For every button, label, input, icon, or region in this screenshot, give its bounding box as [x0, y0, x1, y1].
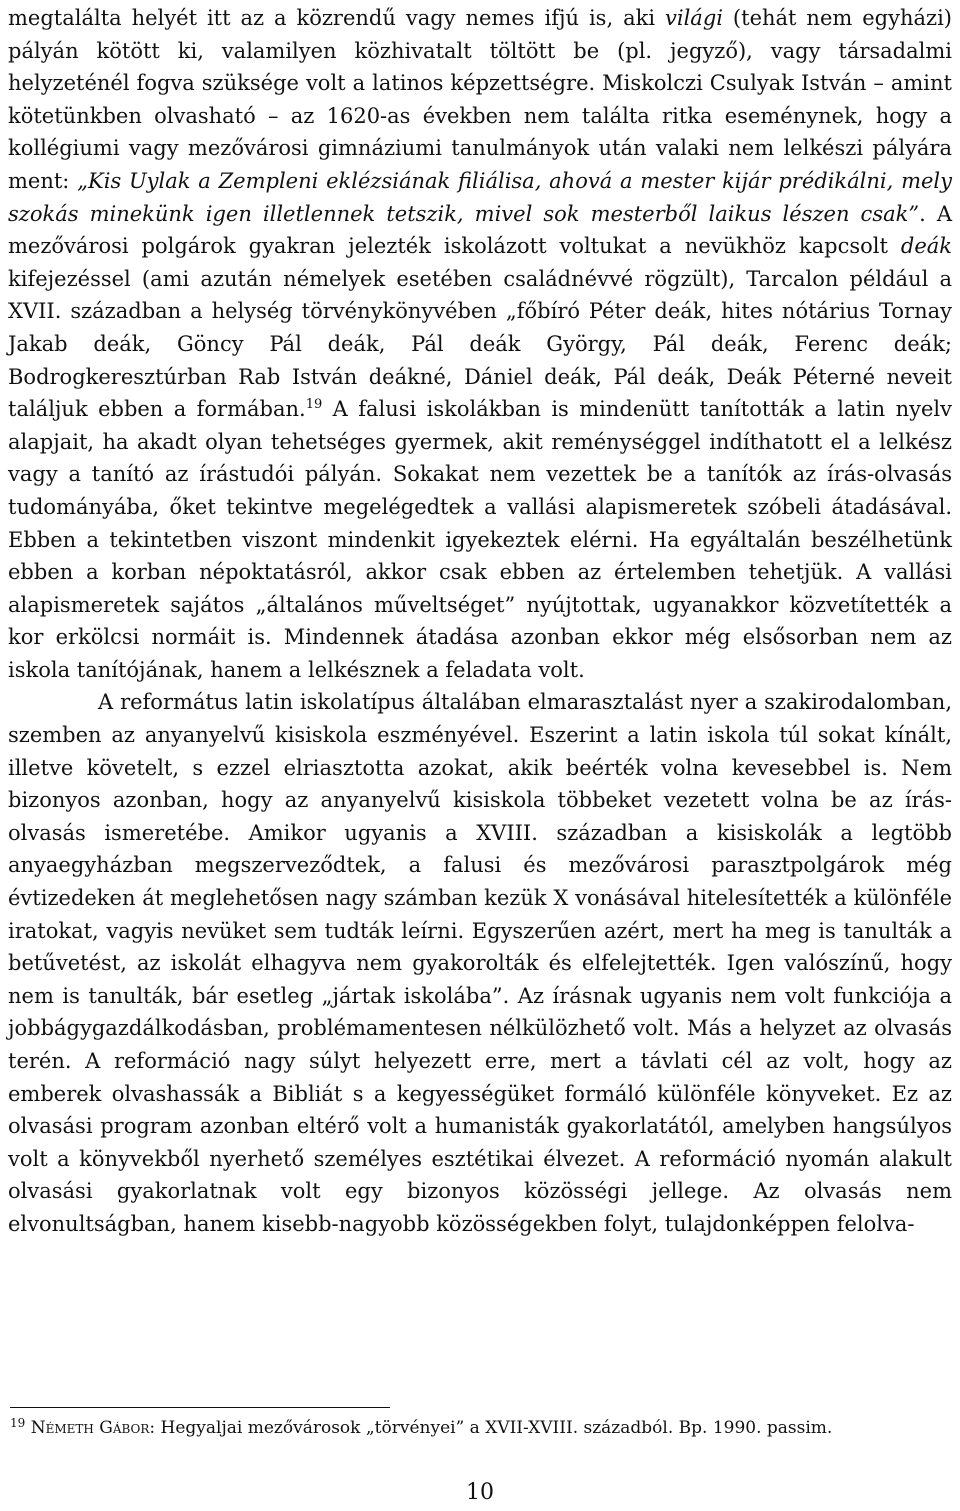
footnote-separator [10, 1407, 390, 1408]
footnote [10, 1415, 950, 1441]
paragraph-1 [8, 0, 952, 686]
page-body [8, 0, 952, 1241]
paragraph-1-text-d: kifejezéssel (ami azután némelyek esetében családnévvé rögzült), Tarcalon például a XVII. században a helység törvénykönyvében „főbíró Péter deák, hites nótárius Tornay Jakab deák, Göncy Pál deák, Pál deák György, Pál deák, Ferenc deák; Bodrogkeresztúrban Rab István deákné, Dániel deák, Pál deák, Deák Péterné neveit találjuk ebben a formában. [8, 266, 952, 422]
paragraph-2: A református latin iskolatípus általában elmarasztalást nyer a szakirodalomban, szemben az anyanyelvű kisiskola eszményével. Eszerint a latin iskola túl sokat kínált, illetve követelt, s ezzel elriasztotta azokat, akik beérték volna kevesebbel is. Nem bizonyos azonban, hogy az anyanyelvű kisiskola többeket vezetett volna be az írás-olvasás ismeretébe. Amikor ugyanis a XVIII. században a kisiskolák a legtöbb anyaegyházban megszerveződtek, a falusi és mezővárosi parasztpolgárok még évtizedeken át meglehetősen nagy számban kezük X vonásával hitelesítették a különféle iratokat, vagyis nevüket sem tudták leírni. Egyszerűen azért, mert ha meg is tanulták a betűvetést, az iskolát elhagyva nem gyakorolták és elfelejtették. Igen valószínű, hogy nem is tanulták, bár esetleg „jártak iskolába”. Az írásnak ugyanis nem volt funkciója a jobbágygazdálkodásban, problémamentesen nélkülözhető volt. Más a helyzet az olvasás terén. A reformáció nagy súlyt helyezett erre, mert a távlati cél az volt, hogy az emberek olvashassák a Bibliát s a kegyességüket formáló különféle könyveket. Ez az olvasási program azonban eltérő volt a humanisták gyakorlatától, amelyben hangsúlyos volt a könyvekből nyerhető személyes esztétikai élvezet. A reformáció nyomán alakult olvasási gyakorlatnak volt egy bizonyos közösségi jellege. Az olvasás nem elvonultságban, hanem kisebb-nagyobb közösségekben folyt, tulajdonképpen felolva- [8, 690, 952, 1236]
paragraph-1-italic-quote: „Kis Uylak a Zempleni eklézsiának filiálisa, ahová a mester kijár prédikálni, mely szokás minekünk igen illetlennek tetszik, mivel sok mesterből laikus lészen csak” [8, 168, 952, 226]
footnote-author: Németh Gábor [30, 1418, 150, 1438]
paragraph-1-italic-deak: deák [900, 234, 952, 259]
footnote-reference[interactable]: 19 [305, 397, 323, 413]
footnote-number: 19 [10, 1416, 26, 1430]
footnote-text: : Hegyaljai mezővárosok „törvényei” a XVII-XVIII. századból. Bp. 1990. passim. [149, 1418, 833, 1438]
page-number: 10 [466, 1480, 494, 1505]
paragraph-1-text-b: (tehát nem egyházi) pályán kötött ki, valamilyen közhivatalt töltött be (pl. jegyző), vagy társadalmi helyzeténél fogva szüksége volt a latinos képzettségre. Miskolczi Csulyak István – amint kötetünkben olvasható – az 1620-as években nem találta ritka eseménynek, hogy a kollégiumi vagy mezővárosi gimnáziumi tanulmányok után valaki nem lelkészi pályára ment: [8, 6, 952, 193]
paragraph-1-text-e: A falusi iskolákban is mindenütt tanították a latin nyelv alapjait, ha akadt olyan tehetséges gyermek, akit reménységgel indíthatott el a lelkész vagy a tanító az írástudói pályán. Sokakat nem vezettek be a tanítók az írás-olvasás tudományába, őket tekintve megelégedtek a vallási alapismeretek szóbeli átadásával. Ebben a tekintetben viszont mindenkit igyekeztek elérni. Ha egyáltalán beszélhetünk ebben a korban népoktatásról, akkor csak ebben az értelemben tehetjük. A vallási alapismeretek sajátos „általános műveltséget” nyújtottak, ugyanakkor közvetítették a kor erkölcsi normáit is. Mindennek átadása azonban ekkor még elsősorban nem az iskola tanítójának, hanem a lelkésznek a feladata volt. [8, 397, 952, 682]
paragraph-1-text-c: . A mezővárosi polgárok gyakran jelezték iskolázott voltukat a nevükhöz kapcsolt [8, 201, 952, 259]
paragraph-1-text-a: megtalálta helyét itt az a közrendű vagy nemes ifjú is, aki [8, 6, 665, 30]
paragraph-1-italic-vilagi: világi [665, 6, 723, 30]
